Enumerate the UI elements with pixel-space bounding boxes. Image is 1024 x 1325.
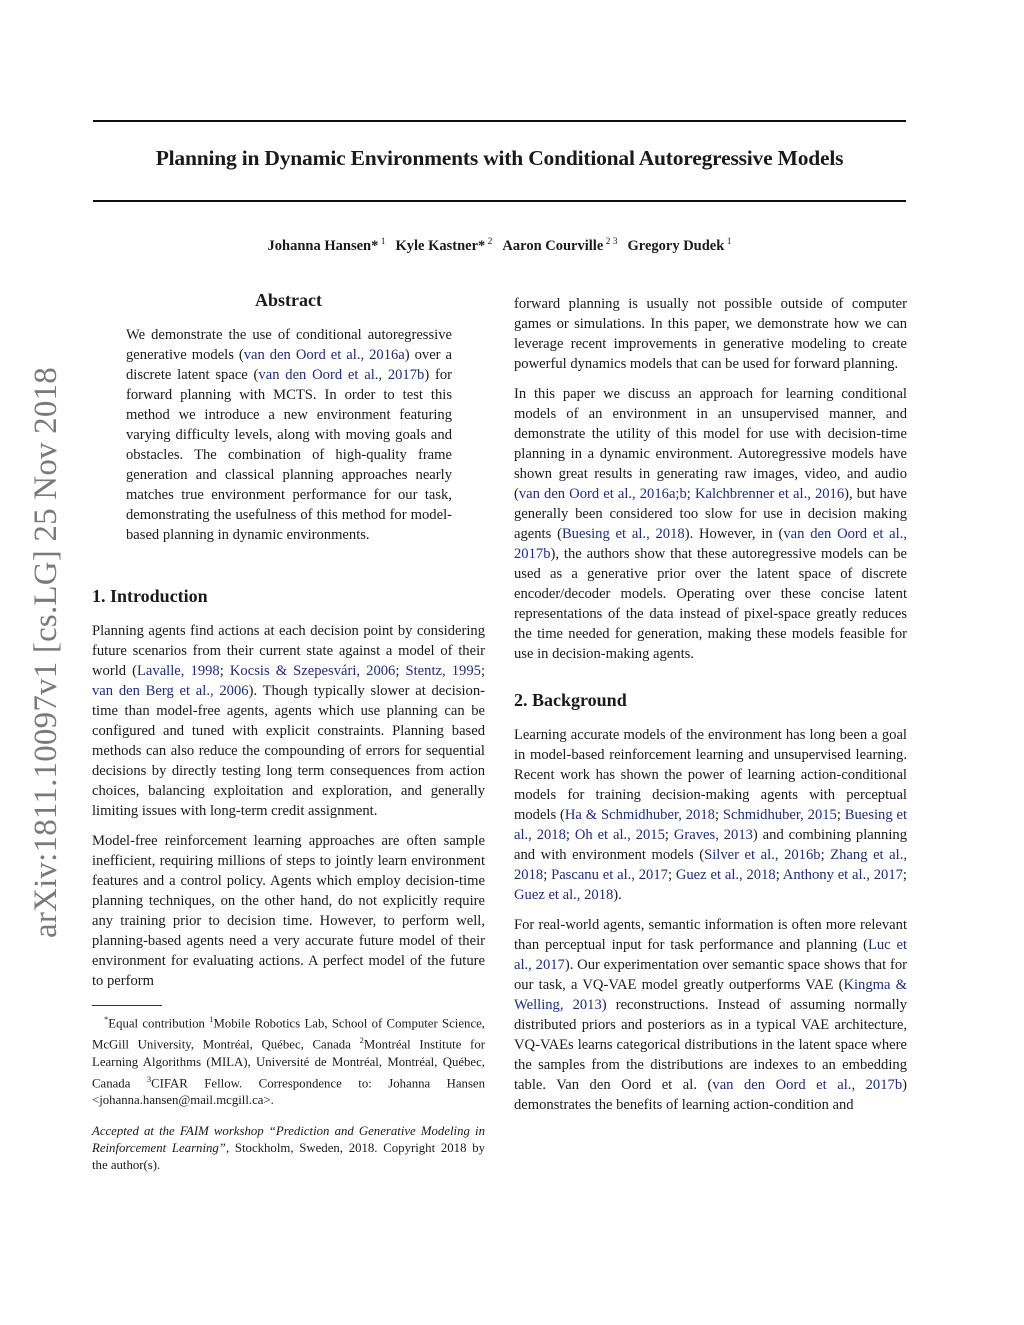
citation-link[interactable]: Oh et al., 2015 xyxy=(574,827,665,843)
footnote-mark: 3 xyxy=(146,1073,152,1084)
citation-link[interactable]: Graves, 2013 xyxy=(673,827,753,843)
author-name: Aaron Courville $^{2 3}$ xyxy=(502,237,618,254)
title-rule-bottom xyxy=(93,200,906,202)
citation-link[interactable]: van den Berg et al., 2006 xyxy=(92,683,249,699)
paper-title: Planning in Dynamic Environments with Conditional Autoregressive Models xyxy=(155,146,844,170)
background-paragraph-1: Learning accurate models of the environment has long been a goal in model-based reinforcement learning and unsupervised learning. Recent work has shown the power of learning action-conditional models for training decision-making agents with perceptual models (Ha & Schmidhuber, 2018; Schmidhuber, 2015; Buesing et al., 2018; Oh et al., 2015; Graves, 2013) and combining planning and with environment models (Silver et al., 2016b; Zhang et al., 2018; Pascanu et al., 2017; Guez et al., 2018; Anthony et al., 2017; Guez et al., 2018). xyxy=(514,727,908,903)
abstract-body: We demonstrate the use of conditional autoregressive generative models (van den Oord et al., 2016a) over a discrete latent space (van den Oord et al., 2017b) for forward planning with MCTS. In order to test this method we introduce a new environment featuring varying difficulty levels, along with moving goals and obstacles. The combination of high-quality frame generation and classical planning approaches nearly matches true environment performance for our task, demonstrating the usefulness of this method for model-based planning in dynamic environments. xyxy=(126,327,452,543)
author-list xyxy=(93,237,906,255)
author-name: Kyle Kastner* $^2$ xyxy=(395,237,493,254)
introduction-paragraph-4: In this paper we discuss an approach for learning conditional models of an environment in an unsupervised manner, and demonstrate the utility of this model for use with decision-time planning in a dynamic environment. Autoregressive models have shown great results in generating raw images, video, and audio (van den Oord et al., 2016a;b; Kalchbrenner et al., 2016), but have generally been considered too slow for use in decision making agents (Buesing et al., 2018). However, in (van den Oord et al., 2017b), the authors show that these autoregressive models can be used as a generative prior over the latent space of discrete encoder/decoder models. Operating over these concise latent representations of the data instead of pixel-space greatly reduces the time needed for generation, making these models feasible for use in decision-making agents. xyxy=(514,386,908,662)
citation-link[interactable]: Schmidhuber, 2015 xyxy=(722,807,837,823)
citation-link[interactable]: Pascanu et al., 2017 xyxy=(551,867,668,883)
introduction-paragraph-2: Model-free reinforcement learning approaches are often sample inefficient, requiring millions of steps to jointly learn environment features and a control policy. Agents which employ decision-time planning techniques, on the other hand, do not explicitly require any training prior to decision time. However, to perform well, planning-based agents need a very accurate future model of their environment for evaluating actions. A perfect model of the future to perform xyxy=(92,833,485,989)
citation-link[interactable]: Ha & Schmidhuber, 2018 xyxy=(564,807,715,823)
introduction-paragraph-3: forward planning is usually not possible outside of computer games or simulations. In this paper, we demonstrate how we can leverage recent improvements in generative modeling to create powerful dynamics models that can be used for forward planning. xyxy=(514,296,907,372)
citation-link[interactable]: Stentz, 1995 xyxy=(405,663,481,679)
citation-link[interactable]: Silver et al., 2016b xyxy=(704,847,821,863)
citation-link[interactable]: van den Oord et al., 2016a xyxy=(243,347,405,363)
citation-link[interactable]: Zhang et al., 2018 xyxy=(514,847,908,883)
accepted-note-venue: Accepted at the FAIM workshop “Prediction and Generative Modeling in Reinforcement Learning” xyxy=(92,1123,485,1155)
citation-link[interactable]: Guez et al., 2018 xyxy=(514,887,614,903)
citation-link[interactable]: Kocsis & Szepesvári, 2006 xyxy=(229,663,396,679)
citation-link[interactable]: van den Oord et al., 2017b xyxy=(258,367,425,383)
footnote-mark: 1 xyxy=(209,1014,214,1024)
citation-link[interactable]: Guez et al., 2018 xyxy=(675,867,776,883)
citation-link[interactable]: van den Oord et al., 2017b xyxy=(712,1077,903,1093)
citation-link[interactable]: Buesing et al., 2018 xyxy=(514,807,908,843)
introduction-paragraph-1: Planning agents find actions at each decision point by considering future scenarios from their current state against a model of their world (Lavalle, 1998; Kocsis & Szepesvári, 2006; Stentz, 1995; van den Berg et al., 2006). Though typically slower at decision-time than model-free agents, agents which use planning can be configured and tuned with explicit constraints. Planning based methods can also reduce the compounding of errors for sequential decisions by directly testing long term consequences from action choices, balancing exploitation and exploration, and generally limiting issues with long-term credit assignment. xyxy=(92,623,485,819)
citation-link[interactable]: van den Oord et al., 2016a;b xyxy=(518,486,687,502)
background-paragraph-2: For real-world agents, semantic information is often more relevant than perceptual input for task performance and planning (Luc et al., 2017). Our experimentation over semantic space shows that for our task, a VQ-VAE model greatly outperforms VAE (Kingma & Welling, 2013) reconstructions. Instead of assuming normally distributed priors and posteriors as in a typical VAE architecture, VQ-VAEs learns categorical distributions in the latent space where the samples from the distributions are indexes to an embedding table. Van den Oord et al. (van den Oord et al., 2017b) demonstrates the benefits of learning action-condition and xyxy=(514,917,908,1113)
background-heading: 2. Background xyxy=(514,690,627,710)
affiliations-footnote: *Equal contribution $^1$Mobile Robotics Lab, School of Computer Science, McGill University, Montréal, Québec, Canada $^2$Montréal Institute for Learning Algorithms (MILA), Université de Montréal, Montréal, Québec, Canada $^3$CIFAR Fellow. Correspondence to: Johanna Hansen <johanna.hansen@mail.mcgill.ca>. xyxy=(92,1014,486,1107)
citation-link[interactable]: Buesing et al., 2018 xyxy=(561,526,685,542)
citation-link[interactable]: Kalchbrenner et al., 2016 xyxy=(694,486,845,502)
author-affiliation-mark: 2 xyxy=(485,237,493,247)
footnote-mark: * xyxy=(104,1014,109,1024)
citation-link[interactable]: Kingma & Welling, 2013 xyxy=(514,977,907,1013)
introduction-heading: 1. Introduction xyxy=(92,586,208,606)
author-name: Gregory Dudek $^1$ xyxy=(627,237,732,254)
citation-link[interactable]: Luc et al., 2017 xyxy=(514,937,908,973)
title-rule-top xyxy=(93,120,906,122)
right-column xyxy=(514,294,907,1115)
footnote-rule xyxy=(92,1005,162,1006)
abstract-heading: Abstract xyxy=(255,290,322,310)
accepted-note xyxy=(92,1123,485,1174)
citation-link[interactable]: van den Oord et al., 2017b xyxy=(514,526,907,562)
author-name: Johanna Hansen* $^1$ xyxy=(267,237,386,254)
citation-link[interactable]: Lavalle, 1998 xyxy=(137,663,220,679)
arxiv-stamp: arXiv:1811.10097v1 [cs.LG] 25 Nov 2018 xyxy=(28,367,64,938)
footnote-mark: 2 xyxy=(359,1035,364,1046)
author-affiliation-mark: 2 3 xyxy=(603,237,618,247)
citation-link[interactable]: Anthony et al., 2017 xyxy=(782,867,903,883)
author-affiliation-mark: 1 xyxy=(724,237,732,247)
left-column xyxy=(92,290,485,1174)
accepted-note-rest: , Stockholm, Sweden, 2018. Copyright 2018 by the author(s). xyxy=(92,1140,485,1172)
author-affiliation-mark: 1 xyxy=(378,237,386,247)
